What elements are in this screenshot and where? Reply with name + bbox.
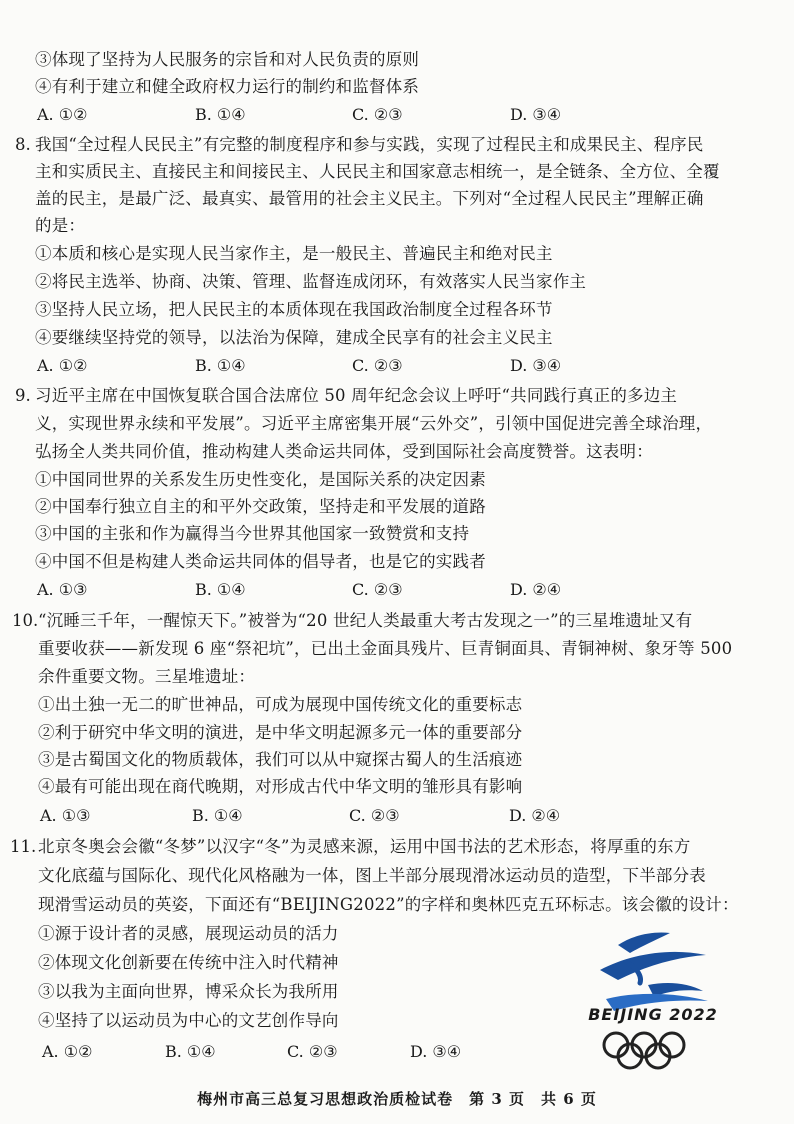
q8-option-b: B. ①④	[195, 356, 246, 375]
q8-stem-line-1: 我国“全过程人民民主”有完整的制度程序和参与实践，实现了过程民主和成果民主、程序民	[35, 135, 704, 154]
q9-option-c: C. ②③	[352, 580, 403, 599]
q10-statement-2: ②利于研究中华文明的演进，是中华文明起源多元一体的重要部分	[38, 723, 523, 742]
q11-stem-line-1: 北京冬奥会会徽“冬梦”以汉字“冬”为灵感来源，运用中国书法的艺术形态，将厚重的东方	[38, 837, 691, 856]
q10-statement-1: ①出土独一无二的旷世神品，可成为展现中国传统文化的重要标志	[38, 695, 523, 714]
q11-option-a: A. ①②	[42, 1042, 93, 1061]
q10-statement-4: ④最有可能出现在商代晚期，对形成古代中华文明的雏形具有影响	[38, 777, 523, 796]
q8-statement-4: ④要继续坚持党的领导，以法治为保障，建成全民享有的社会主义民主	[35, 328, 553, 347]
q8-option-c: C. ②③	[352, 356, 403, 375]
q9-option-d: D. ②④	[510, 580, 562, 599]
q10-stem-line-1: “沉睡三千年，一醒惊天下。”被誉为“20 世纪人类最重大考古发现之一”的三星堆遗址又有	[38, 611, 693, 630]
q7-option-d: D. ③④	[510, 105, 562, 124]
q7-statement-3: ③体现了坚持为人民服务的宗旨和对人民负责的原则	[35, 50, 420, 69]
q11-stem-line-2: 文化底蕴与国际化、现代化风格融为一体，图上半部分展现滑冰运动员的造型，下半部分表	[38, 866, 706, 885]
q11-number: 11.	[10, 837, 37, 856]
q8-option-d: D. ③④	[510, 356, 562, 375]
q9-statement-4: ④中国不但是构建人类命运共同体的倡导者，也是它的实践者	[35, 552, 486, 571]
q11-option-d: D. ③④	[410, 1042, 462, 1061]
q9-stem-line-1: 习近平主席在中国恢复联合国合法席位 50 周年纪念会议上呼吁“共同践行真正的多边主	[35, 386, 678, 405]
q11-statement-1: ①源于设计者的灵感，展现运动员的活力	[38, 924, 339, 943]
q8-statement-3: ③坚持人民立场，把人民民主的本质体现在我国政治制度全过程各环节	[35, 300, 553, 319]
q7-option-a: A. ①②	[37, 105, 88, 124]
q10-stem-line-2: 重要收获——新发现 6 座“祭祀坑”，已出土金面具残片、巨青铜面具、青铜神树、象牙等 500	[38, 639, 733, 658]
page-footer: 梅州市高三总复习思想政治质检试卷 第 3 页 共 6 页	[197, 1090, 597, 1108]
q7-option-c: C. ②③	[352, 105, 403, 124]
q9-option-a: A. ①③	[37, 580, 88, 599]
q8-statement-1: ①本质和核心是实现人民当家作主，是一般民主、普遍民主和绝对民主	[35, 244, 553, 263]
q11-option-b: B. ①④	[165, 1042, 216, 1061]
q10-option-c: C. ②③	[349, 806, 400, 825]
q9-stem-line-3: 弘扬全人类共同价值，推动构建人类命运共同体，受到国际社会高度赞誉。这表明：	[35, 442, 653, 461]
q11-stem-line-3: 现滑雪运动员的英姿，下面还有“BEIJING2022”的字样和奥林匹克五环标志。该会徽的设计：	[38, 895, 739, 914]
q10-option-a: A. ①③	[40, 806, 91, 825]
emblem-wordmark: BEIJING 2022	[588, 1005, 718, 1024]
q9-statement-2: ②中国奉行独立自主的和平外交政策，坚持走和平发展的道路	[35, 497, 486, 516]
q9-option-b: B. ①④	[195, 580, 246, 599]
q11-statement-4: ④坚持了以运动员为中心的文艺创作导向	[38, 1011, 339, 1030]
q11-statement-3: ③以我为主面向世界，博采众长为我所用	[38, 982, 339, 1001]
q11-option-c: C. ②③	[287, 1042, 338, 1061]
q8-stem-line-4: 的是：	[35, 216, 86, 235]
beijing-2022-emblem	[578, 925, 728, 1075]
q10-statement-3: ③是古蜀国文化的物质载体，我们可以从中窥探古蜀人的生活痕迹	[38, 750, 523, 769]
q7-option-b: B. ①④	[195, 105, 246, 124]
q9-number: 9.	[15, 386, 31, 405]
winter-dream-emblem-icon	[578, 925, 728, 1075]
q10-number: 10.	[12, 611, 39, 630]
q8-number: 8.	[15, 135, 31, 154]
q7-statement-4: ④有利于建立和健全政府权力运行的制约和监督体系	[35, 77, 420, 96]
q9-statement-1: ①中国同世界的关系发生历史性变化，是国际关系的决定因素	[35, 470, 486, 489]
q9-statement-3: ③中国的主张和作为赢得当今世界其他国家一致赞赏和支持	[35, 524, 470, 543]
q8-option-a: A. ①②	[37, 356, 88, 375]
q9-stem-line-2: 义，实现世界永续和平发展”。习近平主席密集开展“云外交”，引领中国促进完善全球治理，	[35, 414, 713, 433]
q8-statement-2: ②将民主选举、协商、决策、管理、监督连成闭环，有效落实人民当家作主	[35, 272, 587, 291]
q10-option-d: D. ②④	[509, 806, 561, 825]
q11-statement-2: ②体现文化创新要在传统中注入时代精神	[38, 953, 339, 972]
q8-stem-line-2: 主和实质民主、直接民主和间接民主、人民民主和国家意志相统一，是全链条、全方位、全覆	[35, 162, 720, 181]
q10-option-b: B. ①④	[192, 806, 243, 825]
q10-stem-line-3: 余件重要文物。三星堆遗址：	[38, 667, 256, 686]
q8-stem-line-3: 盖的民主，是最广泛、最真实、最管用的社会主义民主。下列对“全过程人民民主”理解正确	[35, 189, 704, 208]
